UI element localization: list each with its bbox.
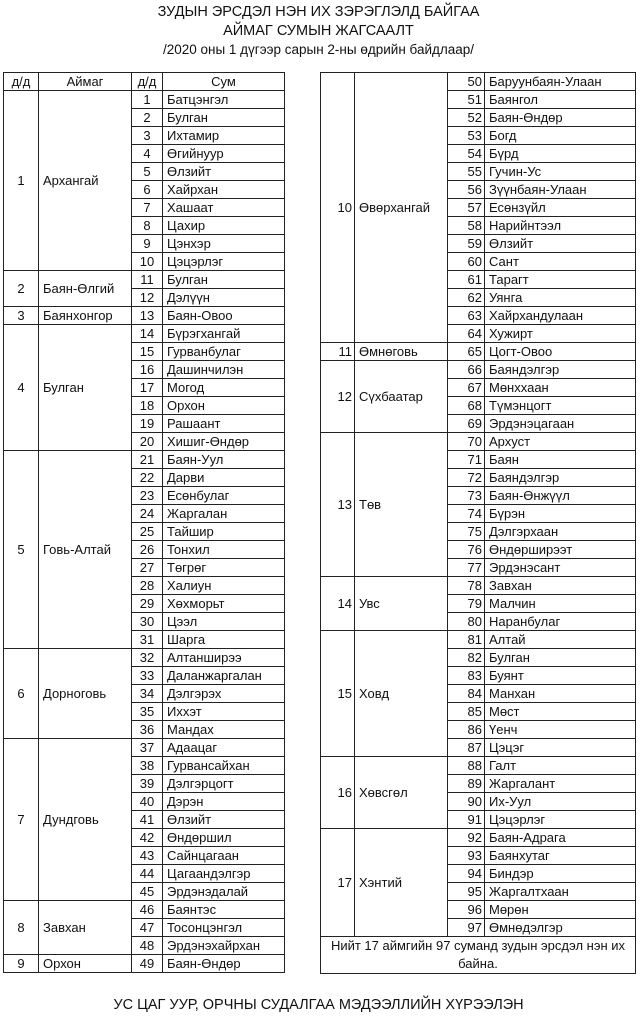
sum-number: 63 (448, 307, 485, 325)
sum-number: 78 (448, 577, 485, 595)
sum-name: Өмнөдэлгэр (485, 919, 636, 937)
sum-number: 34 (132, 685, 163, 703)
table-row (321, 577, 636, 595)
sum-name: Гурвансайхан (163, 757, 285, 775)
table-row (321, 361, 636, 379)
aimag-name: Өвөрхангай (355, 73, 448, 343)
sum-number: 60 (448, 253, 485, 271)
sum-number: 44 (132, 865, 163, 883)
table-row (321, 73, 636, 91)
aimag-name: Орхон (39, 955, 132, 973)
sum-number: 19 (132, 415, 163, 433)
sum-name: Мөнххаан (485, 379, 636, 397)
sum-number: 23 (132, 487, 163, 505)
sum-name: Бүрэн (485, 505, 636, 523)
sum-number: 81 (448, 631, 485, 649)
sum-name: Цэцэрлэг (485, 811, 636, 829)
table-row (4, 955, 285, 973)
sum-name: Нарийнтээл (485, 217, 636, 235)
sum-name: Мөст (485, 703, 636, 721)
sum-name: Өндөрширээт (485, 541, 636, 559)
sum-name: Завхан (485, 577, 636, 595)
document-subtitle-date: /2020 оны 1 дүгээр сарын 2-ны өдрийн байдлаар/ (162, 42, 475, 57)
aimag-name: Өмнөговь (355, 343, 448, 361)
aimag-name: Архангай (39, 91, 132, 271)
document-title-line2: АЙМАГ СУМЫН ЖАГСААЛТ (223, 23, 414, 39)
sum-name: Баян-Өндөр (163, 955, 285, 973)
sum-name: Иххэт (163, 703, 285, 721)
sum-number: 35 (132, 703, 163, 721)
sum-number: 73 (448, 487, 485, 505)
sum-number: 45 (132, 883, 163, 901)
sum-number: 72 (448, 469, 485, 487)
sum-name: Хашаат (163, 199, 285, 217)
sum-number: 26 (132, 541, 163, 559)
sum-number: 65 (448, 343, 485, 361)
sum-number: 74 (448, 505, 485, 523)
sum-number: 82 (448, 649, 485, 667)
aimag-name: Сүхбаатар (355, 361, 448, 433)
sum-name: Зүүнбаян-Улаан (485, 181, 636, 199)
sum-name: Тарагт (485, 271, 636, 289)
sum-number: 97 (448, 919, 485, 937)
sum-number: 32 (132, 649, 163, 667)
sum-number: 77 (448, 559, 485, 577)
sum-number: 18 (132, 397, 163, 415)
sum-number: 70 (448, 433, 485, 451)
sum-number: 31 (132, 631, 163, 649)
sum-name: Тайшир (163, 523, 285, 541)
sum-number: 66 (448, 361, 485, 379)
right-table (320, 72, 636, 974)
sum-number: 86 (448, 721, 485, 739)
sum-number: 12 (132, 289, 163, 307)
sum-number: 71 (448, 451, 485, 469)
sum-number: 3 (132, 127, 163, 145)
sum-number: 46 (132, 901, 163, 919)
sum-number: 8 (132, 217, 163, 235)
sum-number: 38 (132, 757, 163, 775)
sum-name: Бүрэгхангай (163, 325, 285, 343)
aimag-name: Баянхонгор (39, 307, 132, 325)
sum-number: 64 (448, 325, 485, 343)
sum-name: Их-Уул (485, 793, 636, 811)
sum-name: Мандах (163, 721, 285, 739)
aimag-number: 16 (321, 757, 355, 829)
sum-name: Наранбулаг (485, 613, 636, 631)
sum-number: 50 (448, 73, 485, 91)
aimag-name: Дорноговь (39, 649, 132, 739)
aimag-number: 9 (4, 955, 39, 973)
sum-number: 79 (448, 595, 485, 613)
sum-name: Дэлгэрхаан (485, 523, 636, 541)
sum-name: Жаргалан (163, 505, 285, 523)
sum-number: 29 (132, 595, 163, 613)
table-row (321, 343, 636, 361)
table-row (321, 433, 636, 451)
sum-number: 17 (132, 379, 163, 397)
sum-number: 42 (132, 829, 163, 847)
right-table-body (321, 73, 636, 974)
table-row (321, 829, 636, 847)
sum-name: Дэлгэрэх (163, 685, 285, 703)
table-row (4, 325, 285, 343)
sum-number: 16 (132, 361, 163, 379)
aimag-name: Хөвсгөл (355, 757, 448, 829)
sum-name: Дарви (163, 469, 285, 487)
sum-number: 40 (132, 793, 163, 811)
sum-number: 85 (448, 703, 485, 721)
sum-name: Дэлүүн (163, 289, 285, 307)
sum-name: Сайнцагаан (163, 847, 285, 865)
sum-name: Есөнбулаг (163, 487, 285, 505)
sum-number: 25 (132, 523, 163, 541)
sum-name: Баян-Өнжүүл (485, 487, 636, 505)
sum-name: Алтай (485, 631, 636, 649)
sum-number: 90 (448, 793, 485, 811)
sum-number: 84 (448, 685, 485, 703)
sum-name: Хөхморьт (163, 595, 285, 613)
sum-number: 15 (132, 343, 163, 361)
sum-number: 36 (132, 721, 163, 739)
sum-name: Цахир (163, 217, 285, 235)
aimag-number: 14 (321, 577, 355, 631)
table-row (4, 901, 285, 919)
sum-name: Өндөршил (163, 829, 285, 847)
aimag-number: 2 (4, 271, 39, 307)
sum-name: Эрдэнэсант (485, 559, 636, 577)
aimag-name: Булган (39, 325, 132, 451)
aimag-name: Ховд (355, 631, 448, 757)
sum-name: Жаргалтхаан (485, 883, 636, 901)
sum-name: Жаргалант (485, 775, 636, 793)
sum-name: Цээл (163, 613, 285, 631)
table-row (4, 307, 285, 325)
sum-name: Орхон (163, 397, 285, 415)
sum-name: Тонхил (163, 541, 285, 559)
sum-name: Малчин (485, 595, 636, 613)
aimag-name: Баян-Өлгий (39, 271, 132, 307)
sum-name: Өгийнуур (163, 145, 285, 163)
aimag-number: 7 (4, 739, 39, 901)
sum-name: Дэрэн (163, 793, 285, 811)
sum-name: Хайрхандулаан (485, 307, 636, 325)
sum-name: Тосонцэнгэл (163, 919, 285, 937)
sum-number: 94 (448, 865, 485, 883)
sum-name: Булган (485, 649, 636, 667)
sum-number: 27 (132, 559, 163, 577)
sum-name: Алтанширээ (163, 649, 285, 667)
aimag-name: Увс (355, 577, 448, 631)
sum-name: Биндэр (485, 865, 636, 883)
sum-name: Гучин-Ус (485, 163, 636, 181)
sum-number: 95 (448, 883, 485, 901)
sum-name: Өлзийт (163, 811, 285, 829)
sum-name: Түмэнцогт (485, 397, 636, 415)
sum-number: 5 (132, 163, 163, 181)
sum-number: 67 (448, 379, 485, 397)
sum-number: 93 (448, 847, 485, 865)
sum-number: 80 (448, 613, 485, 631)
sum-number: 43 (132, 847, 163, 865)
sum-number: 21 (132, 451, 163, 469)
sum-number: 24 (132, 505, 163, 523)
sum-name: Рашаант (163, 415, 285, 433)
sum-number: 53 (448, 127, 485, 145)
sum-number: 76 (448, 541, 485, 559)
sum-name: Баян (485, 451, 636, 469)
sum-name: Баянхутаг (485, 847, 636, 865)
sum-number: 54 (448, 145, 485, 163)
sum-number: 49 (132, 955, 163, 973)
sum-name: Манхан (485, 685, 636, 703)
sum-name: Уянга (485, 289, 636, 307)
sum-number: 88 (448, 757, 485, 775)
sum-number: 39 (132, 775, 163, 793)
sum-name: Төгрөг (163, 559, 285, 577)
sum-name: Гурванбулаг (163, 343, 285, 361)
sum-name: Дашинчилэн (163, 361, 285, 379)
sum-name: Баянтэс (163, 901, 285, 919)
sum-name: Дэлгэрцогт (163, 775, 285, 793)
sum-name: Баян-Овоо (163, 307, 285, 325)
sum-name: Үенч (485, 721, 636, 739)
sum-name: Архуст (485, 433, 636, 451)
sum-number: 51 (448, 91, 485, 109)
document-title-line1: ЗУДЫН ЭРСДЭЛ НЭН ИХ ЗЭРЭГЛЭЛД БАЙГАА (157, 4, 480, 20)
left-table-body (4, 91, 285, 973)
sum-number: 58 (448, 217, 485, 235)
sum-number: 33 (132, 667, 163, 685)
sum-name: Хишиг-Өндөр (163, 433, 285, 451)
aimag-name: Дундговь (39, 739, 132, 901)
table-row (4, 271, 285, 289)
sum-name: Баян-Уул (163, 451, 285, 469)
table-row (4, 91, 285, 109)
sum-number: 52 (448, 109, 485, 127)
sum-number: 61 (448, 271, 485, 289)
sum-number: 75 (448, 523, 485, 541)
sum-number: 30 (132, 613, 163, 631)
sum-name: Өлзийт (485, 235, 636, 253)
sum-name: Есөнзүйл (485, 199, 636, 217)
aimag-number: 1 (4, 91, 39, 271)
aimag-number: 13 (321, 433, 355, 577)
sum-number: 22 (132, 469, 163, 487)
sum-name: Өлзийт (163, 163, 285, 181)
aimag-number: 8 (4, 901, 39, 955)
aimag-number: 10 (321, 73, 355, 343)
table-header-row (4, 73, 285, 91)
sum-number: 59 (448, 235, 485, 253)
aimag-number: 5 (4, 451, 39, 649)
sum-name: Баянгол (485, 91, 636, 109)
table-row (4, 739, 285, 757)
sum-number: 89 (448, 775, 485, 793)
sum-name: Адаацаг (163, 739, 285, 757)
sum-name: Булган (163, 109, 285, 127)
sum-name: Эрдэнэдалай (163, 883, 285, 901)
sum-number: 4 (132, 145, 163, 163)
sum-name: Буянт (485, 667, 636, 685)
aimag-number: 4 (4, 325, 39, 451)
aimag-number: 11 (321, 343, 355, 361)
sum-name: Булган (163, 271, 285, 289)
sum-name: Хайрхан (163, 181, 285, 199)
sum-number: 37 (132, 739, 163, 757)
aimag-name: Хэнтий (355, 829, 448, 937)
sum-number: 55 (448, 163, 485, 181)
total-row (321, 937, 636, 974)
header-sum: Сум (163, 73, 285, 91)
sum-name: Галт (485, 757, 636, 775)
sum-number: 11 (132, 271, 163, 289)
sum-number: 2 (132, 109, 163, 127)
sum-name: Баян-Өндөр (485, 109, 636, 127)
sum-name: Бүрд (485, 145, 636, 163)
header-aimag-no: д/д (4, 73, 39, 91)
sum-number: 91 (448, 811, 485, 829)
sum-number: 96 (448, 901, 485, 919)
sum-number: 10 (132, 253, 163, 271)
sum-name: Цэнхэр (163, 235, 285, 253)
aimag-name: Говь-Алтай (39, 451, 132, 649)
sum-name: Могод (163, 379, 285, 397)
sum-number: 9 (132, 235, 163, 253)
sum-number: 83 (448, 667, 485, 685)
sum-number: 69 (448, 415, 485, 433)
sum-name: Даланжаргалан (163, 667, 285, 685)
sum-number: 87 (448, 739, 485, 757)
sum-number: 6 (132, 181, 163, 199)
sum-number: 41 (132, 811, 163, 829)
table-row (321, 631, 636, 649)
sum-number: 56 (448, 181, 485, 199)
sum-number: 48 (132, 937, 163, 955)
sum-name: Цагаандэлгэр (163, 865, 285, 883)
aimag-name: Завхан (39, 901, 132, 955)
sum-name: Эрдэнэцагаан (485, 415, 636, 433)
aimag-number: 6 (4, 649, 39, 739)
sum-name: Богд (485, 127, 636, 145)
aimag-number: 12 (321, 361, 355, 433)
sum-name: Мөрөн (485, 901, 636, 919)
sum-name: Хужирт (485, 325, 636, 343)
sum-name: Эрдэнэхайрхан (163, 937, 285, 955)
sum-name: Баян-Адрага (485, 829, 636, 847)
sum-number: 14 (132, 325, 163, 343)
sum-name: Батцэнгэл (163, 91, 285, 109)
aimag-number: 3 (4, 307, 39, 325)
sum-name: Халиун (163, 577, 285, 595)
sum-number: 62 (448, 289, 485, 307)
sum-number: 1 (132, 91, 163, 109)
sum-name: Сант (485, 253, 636, 271)
sum-name: Цогт-Овоо (485, 343, 636, 361)
sum-number: 47 (132, 919, 163, 937)
total-summary-note: Нийт 17 аймгийн 97 суманд зудын эрсдэл нэн их байна. (321, 937, 636, 974)
sum-number: 20 (132, 433, 163, 451)
aimag-number: 15 (321, 631, 355, 757)
sum-number: 92 (448, 829, 485, 847)
aimag-number: 17 (321, 829, 355, 937)
sum-name: Шарга (163, 631, 285, 649)
table-row (4, 451, 285, 469)
header-sum-no: д/д (132, 73, 163, 91)
sum-number: 7 (132, 199, 163, 217)
table-row (4, 649, 285, 667)
table-row (321, 757, 636, 775)
sum-name: Ихтамир (163, 127, 285, 145)
sum-name: Цэцэг (485, 739, 636, 757)
header-aimag: Аймаг (39, 73, 132, 91)
sum-number: 57 (448, 199, 485, 217)
sum-name: Баруунбаян-Улаан (485, 73, 636, 91)
sum-name: Цэцэрлэг (163, 253, 285, 271)
footer-organization: УС ЦАГ УУР, ОРЧНЫ СУДАЛГАА МЭДЭЭЛЛИЙН ХҮРЭЭЛЭН (113, 997, 524, 1013)
sum-name: Баяндэлгэр (485, 469, 636, 487)
sum-number: 28 (132, 577, 163, 595)
sum-number: 13 (132, 307, 163, 325)
sum-name: Баяндэлгэр (485, 361, 636, 379)
left-table (3, 72, 285, 973)
sum-number: 68 (448, 397, 485, 415)
aimag-name: Төв (355, 433, 448, 577)
